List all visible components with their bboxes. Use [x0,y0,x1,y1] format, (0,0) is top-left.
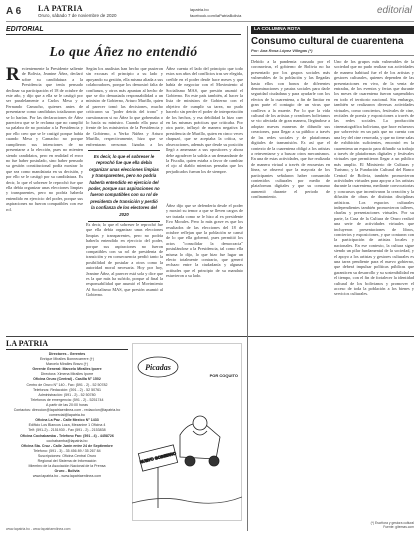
masthead-line: Marcelo Miralles Bravo (†) [46,362,88,367]
masthead-line: Gerente General: Marcelo Miralles Iporre [32,367,102,372]
cartoon-sign-text: NUEVO GOBIERNO [139,450,177,465]
column-separator [247,26,248,531]
section-name: editorial [376,5,412,16]
masthead-line: Telefono: (591 - 3) - 35 456 89 / 35 267 84 [33,448,101,453]
masthead-line: Telefonos de emergencia: (591 - 2) - 5251744 [30,397,104,402]
masthead-line: Oficina La Paz - Calle Mexico N° 1433 [35,418,99,423]
page-header [6,3,414,22]
masthead-line: cochabamba@lapatria.bo [46,438,88,443]
masthead [6,339,128,529]
cartoon-illustration [132,343,242,521]
facebook-link[interactable]: facebook.com/laPatriaBolivia [190,12,242,18]
editorial-column-3-text: Áñez cuenta el lado del principio que todo estos son años del conflictos tras ser elegida, creíble en el poder desde hace meses y que había de negociar con el Movimiento al Socialismo MAS, que presión asumió el Gobierno. En este país también, al hacer la lista de ministros de Gobierno con el objetivo de cumplir su tarea, no pudo hacerlo sin perder el poder de interpretación de los hechos, y esa debilidad la hizo caer en las mismas prácticas que criticaba. Por otra parte, influyó de manera negativa la presidencia de Murillo, quien en cinco veces chapuzó, que se aceptaba la crítica, se obsecaciones, además que desde su posición llegó a amenazar a sus opositores y ahora debe agradecer la salida a un demandante de la Fiscalía, quien estaba a favor de cambiar el ojo al diablo mientras pensaba que los perjudicados fueran los de siempre. [166,66,243,174]
editorial-column-2-top [86,66,163,146]
masthead-line: Enrique Miralles Bonnecarrere (†) [40,357,94,362]
masthead-info [6,352,128,479]
masthead-line: Contactos: direccion@lapatriaenlinea.com - redaccion@lapatria.bo [13,408,121,413]
masthead-line: Edificio Los Blancos Loza, Mezanine 1 Oficina 4 [28,423,106,428]
masthead-line: Oficina Cochabamba - Telefono Fax: (591 - 4) - 4458726 [20,433,114,438]
masthead-title: LA PATRIA [6,339,128,350]
newspaper-name: LA PATRIA [38,4,83,13]
column-title: Consumo cultural de cuarentena [251,36,404,47]
editorial-column-2-bottom [86,222,163,333]
driver-figure-icon [193,416,207,435]
column-text-2 [334,59,414,519]
masthead-line: Administración: (591 - 2) - 52 50780 [38,392,96,397]
issue-date: Oruro, sábado 7 de noviembre de 2020 [38,13,117,18]
pull-quote: Es decir, lo que el sobreser le reprochó fue que ella debía organizar unas elecciones limpias y transparentes, pero no podría haberla entendido en ejercicio del poder, porque sus aspiraciones no fueron compatibles con su rol de presidenta de transición y perdió la confianza de los electores del 2020 [88,150,160,222]
editorial-headline: Lo que Áñez no entendió [49,44,198,59]
masthead-line: A partir de las 20:00 horas [46,402,88,407]
cartoon-author: POR COQUITO [209,373,238,378]
editorial-column-1 [6,66,83,333]
editorial-column-4-text: Áñez dijo que se defendería desde el poder y mostró su temor a que se lleven cargos de ser tratada como se le hizo al ex presidente Evo Morales. Pero lo más grave es que los resultados de las elecciones del 18 de octubre reflejan que la población se cansó de lo que ella gobernó, pues permitió los actos "consolidar la democracia" postulándose a la Presidencia, tal como ella misma lo dijo, lo que hizo fue lugar un electo totalmente contrario, que generó rechazo entre la ciudadanía y algunas actitudes que el principio de su mandato estuvieron a su lado. [166,203,243,279]
page-number: A 6 [6,6,22,17]
masthead-line: Telefonos: Redacción: (591 - 2) - 52 50761 [32,387,102,392]
column-endnotes [371,521,414,530]
column-section-bar: LA COLUMNA ROTA [251,26,414,34]
column-text-2-body: Uno de los grupos más vulnerables de la sociedad que no pudo realizar sus actividades de manera habitual fue el de los artistas y gestores culturales, quienes dependen de las presentaciones en vivo, de la venta de entradas, de los eventos y ferias que durante los meses de cuarentena fueron suspendidos en todo el territorio nacional. Sin embargo, también se realizaron diversas actividades virtuales, como conciertos, festivales de cine, recitales de poesía y exposiciones a través de las redes sociales. La producción cinematográfica boliviana, que hace esfuerzos por sobrevivir en un país que no cuenta con una ley del cine renovada, y que no tiene salas de exhibición suficientes, encontró en la cuarentena un espacio para difundir su trabajo a través de plataformas digitales y festivales virtuales que permitieron llegar a un público más amplio. El Ministerio de Culturas y Turismo, y la Fundación Cultural del Banco Central de Bolivia, también promovieron actividades virtuales para apoyar a los artistas durante la cuarentena, mediante convocatorias y concursos que incentivaron la creación y la difusión de obras de distintas disciplinas artísticas. Los espacios culturales independientes también promovieron talleres, charlas y presentaciones virtuales. Por su parte, la Casa de la Cultura de Oruro realizó una serie de actividades virtuales que incluyeron presentaciones de libros, conciertos y exposiciones, y que contaron con la participación de artistas locales y nacionales. En ese contexto, la cultura sigue siendo un pilar fundamental de la sociedad, y el apoyo a los artistas y gestores culturales es una tarea pendiente para el nuevo gobierno, que deberá impulsar políticas públicas que garanticen su desarrollo y su sostenibilidad en el tiempo, con el fin de fortalecer la identidad cultural de los bolivianos y promover el acceso de toda la población a los bienes y servicios culturales. [334,59,414,297]
masthead-line: Telf: (591-2) - 2151930 - Fax (591 - 2) - 2153838 [28,428,106,433]
editorial-column-2-text: Según los analistas han hecho que pusieron sin excusas el principio a su lado y apoyando su gestión, ella misma aliada a sus colaboradores, porque los demostró falta de confianza, y otros más apuntan al hecho de que se dio demasiada responsabilidad a un ministro de Gobierno, Arturo Murillo, quien al parecer tomó las decisiones, mucho criticaron su "poder detrás del trono" y cuestionaron si no Áñez lo que gobernaba o lo hacía su ministro. Cuando ella puso al frente de los ministerios de la Presidencia y de Gobierno, a Yerko Núñez y Arturo Murillo, respectivamente, hizo que se enfrentaran personas ligadas a los [86,66,163,146]
masthead-line: Oficina Oruro (Central) - Casilla N° 1502 [33,377,101,382]
editorial-label: EDITORIAL [6,26,241,35]
drop-cap: R [6,66,20,85]
editorial-column-2b-text: Es decir, lo que el sobreser le reprochó fue que ella debía organizar unas elecciones limpias y transparentes, pero no podría haberla entendido en ejercicio del poder, porque sus aspiraciones no fueron compatibles con su rol de presidenta de transición y en consecuencia perdió tanto la posibilidad de postular a otros como la autoridad moral necesaria. Hoy por hoy, Jeanine Áñez, al parecer está sola y dice que es la que más ha sufrido, porque al final la responsabilidad que asumió el Movimiento Al Socialismo MAS, que presión asumió al Gobierno. [86,222,163,298]
masthead-line: Miembro de la Asociación Nacional de la Prensa [28,464,106,469]
social-links [190,7,241,18]
cartoon-title: Picadas [145,363,171,372]
masthead-line: Directora: Ximena Miralles Iporre [40,372,94,377]
column-endnote-author: (*) Escritora y gestora cultural [370,521,414,525]
masthead-line: Oruro - Bolivia [54,469,80,474]
cartoon [132,343,242,521]
column-text-1 [251,59,330,519]
masthead-line: Regional del Sistema de Información [37,458,97,463]
editorial-column-3 [166,66,243,201]
masthead-line: www.lapatria.bo - www.lapatriaenlinea.com [32,474,102,479]
column-author: Por: Ana Rosa López Villegas (*) [251,48,414,56]
masthead-line: comercial@lapatria.bo [49,413,85,418]
masthead-line: Oficina Sta. Cruz - Calle Junín entre 24 de Septiembre [21,443,113,448]
website-link[interactable]: lapatria.bo [190,7,209,12]
masthead-line: Suscripciones: Oficina Central Oruro [37,453,97,458]
masthead-line: Centro de Oruro N° 140 - Fax: (591 - 2) - 52 50782 [26,382,108,387]
column-endnote-source: Fuente: gitemas.com [383,525,414,530]
editorial-column-4 [166,203,243,333]
editorial-column-1-text: ecientemente la Presidente saliente de Bolivia, Jeanine Áñez, declaró sobre su candidatura a la Presidencia que tenía pensado declinar su participación el 18 de octubre de este año, y dijo que a ella se le castigó por ser paralelamente a Carlos Mesa y a Fernando Camacho, quienes antes de presentarse como candidatos totalizaron que se lo harían. Por las declaraciones de Áñez pareciera que se le reclama que no cumplió su palabra de no postular a la Presidencia y por ello creo que se le castigó porque había cuando Mesa y Camacho no porque cumplieron sus intenciones de no presentarse a la elección, pues no mienten siendo candidatos, pero en realidad el error no fue haber postulado, sino haber pensado su gestión constitucional podía mostrar lo que sea como mandataria en su decisión, y por ello se le castigó por su candidatura. Es decir, lo que el sobreser le reprochó fue que ella debía organizar unas elecciones limpias y transparentes, pero no podría haberla entendido en ejercicio del poder, porque sus aspiraciones no fueron compatibles con ese rol. [6,66,83,212]
page-footer: www.lapatria.bo - www.lapatriaenlinea.com [6,527,71,531]
masthead-line: Directores - Gerentes [48,352,86,356]
column-text-1-body: Debido a la pandemia causada por el coronavirus, el gobierno de Bolivia no ha presentado por los grupos sociales más vulnerables de la población y las llegadas hasta ellos con bonos de diferentes denominaciones y pautas sociales para darle seguridad ciudadana y para ayudarle con los efectos de la cuarentena, a fin de limitar en gran parte el contagio de un virus que conlleva a la muerte. Por lo que la vida cultural de los artistas y creadores bolivianos se vio afectada de gran manera, llegándose a adoptar nuevas maneras de difundir sus creaciones, para llegar a su público a través de las redes sociales y de plataformas digitales de transmisión. Es así que el contexto de la cuarentena obligó a los artistas a reinventarse y a buscar otros mecanismos. En una de estas actividades, que fue realizada de manera virtual a través de encuestas en línea, se observó que la mayoría de los participantes señalaron haber consumido contenidos culturales por medio de plataformas digitales y que su consumo aumentó durante el periodo de confinamiento. [251,59,330,200]
